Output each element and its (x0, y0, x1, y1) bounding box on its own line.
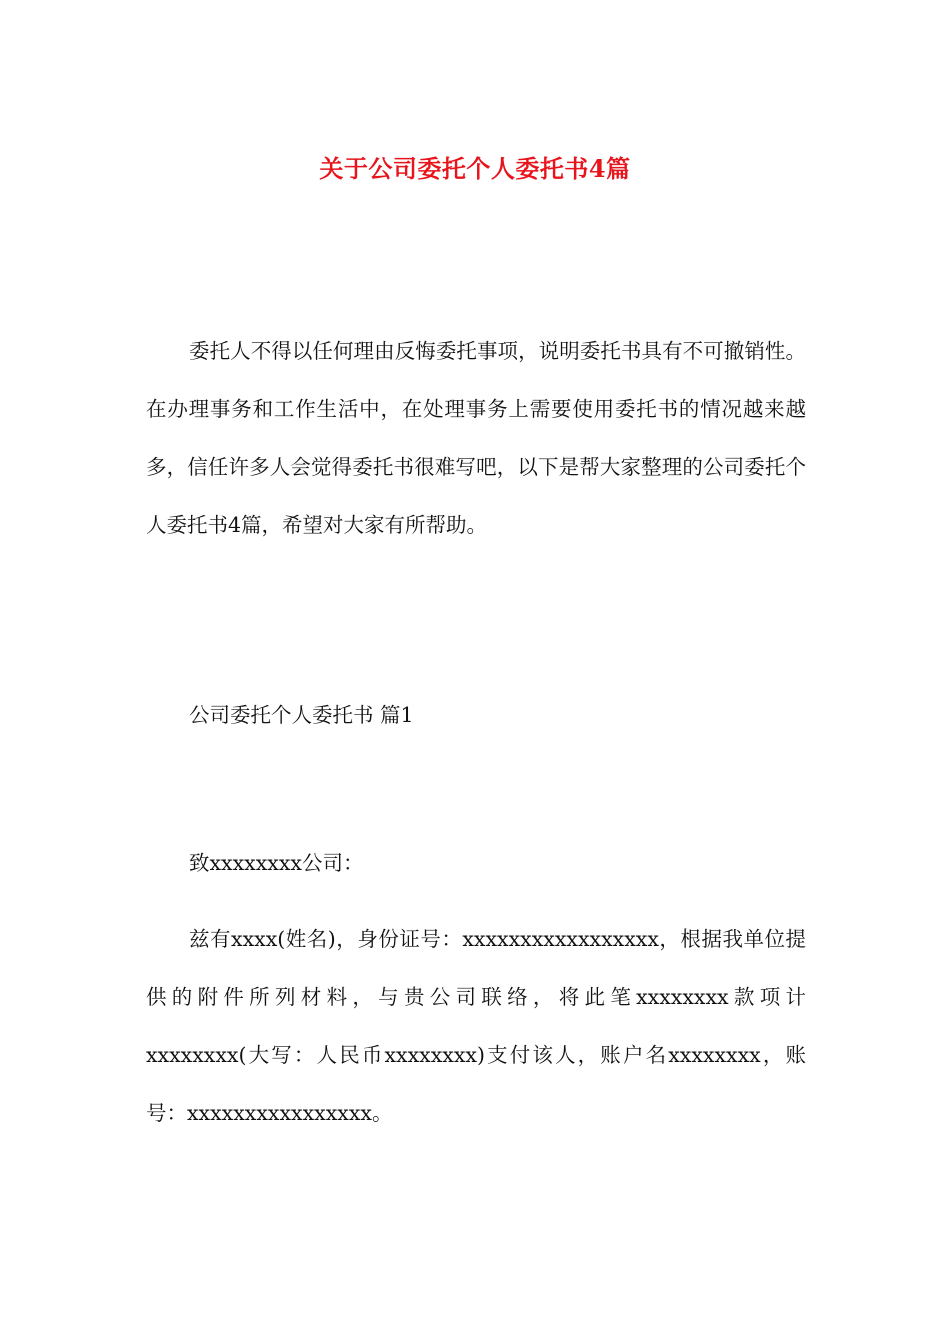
intro-paragraph: 委托人不得以任何理由反悔委托事项，说明委托书具有不可撤销性。在办理事务和工作生活中，在处理事务上需要使用委托书的情况越来越多，信任许多人会觉得委托书很难写吧，以下是帮大家整理的公司委托个人委托书4篇，希望对大家有所帮助。 (146, 339, 806, 537)
document-title: 关于公司委托个人委托书4篇 (319, 154, 631, 184)
body-paragraph: 兹有xxxx(姓名)，身份证号：xxxxxxxxxxxxxxxxx，根据我单位提供的附件所列材料，与贵公司联络，将此笔xxxxxxxx款项计xxxxxxxx(大写：人民币xxxxxxxx)支付该人，账户名xxxxxxxx，账号：xxxxxxxxxxxxxxxx。 (146, 927, 806, 1125)
section-heading: 公司委托个人委托书 篇1 (189, 703, 414, 727)
salutation-line: 致xxxxxxxx公司： (189, 851, 364, 875)
